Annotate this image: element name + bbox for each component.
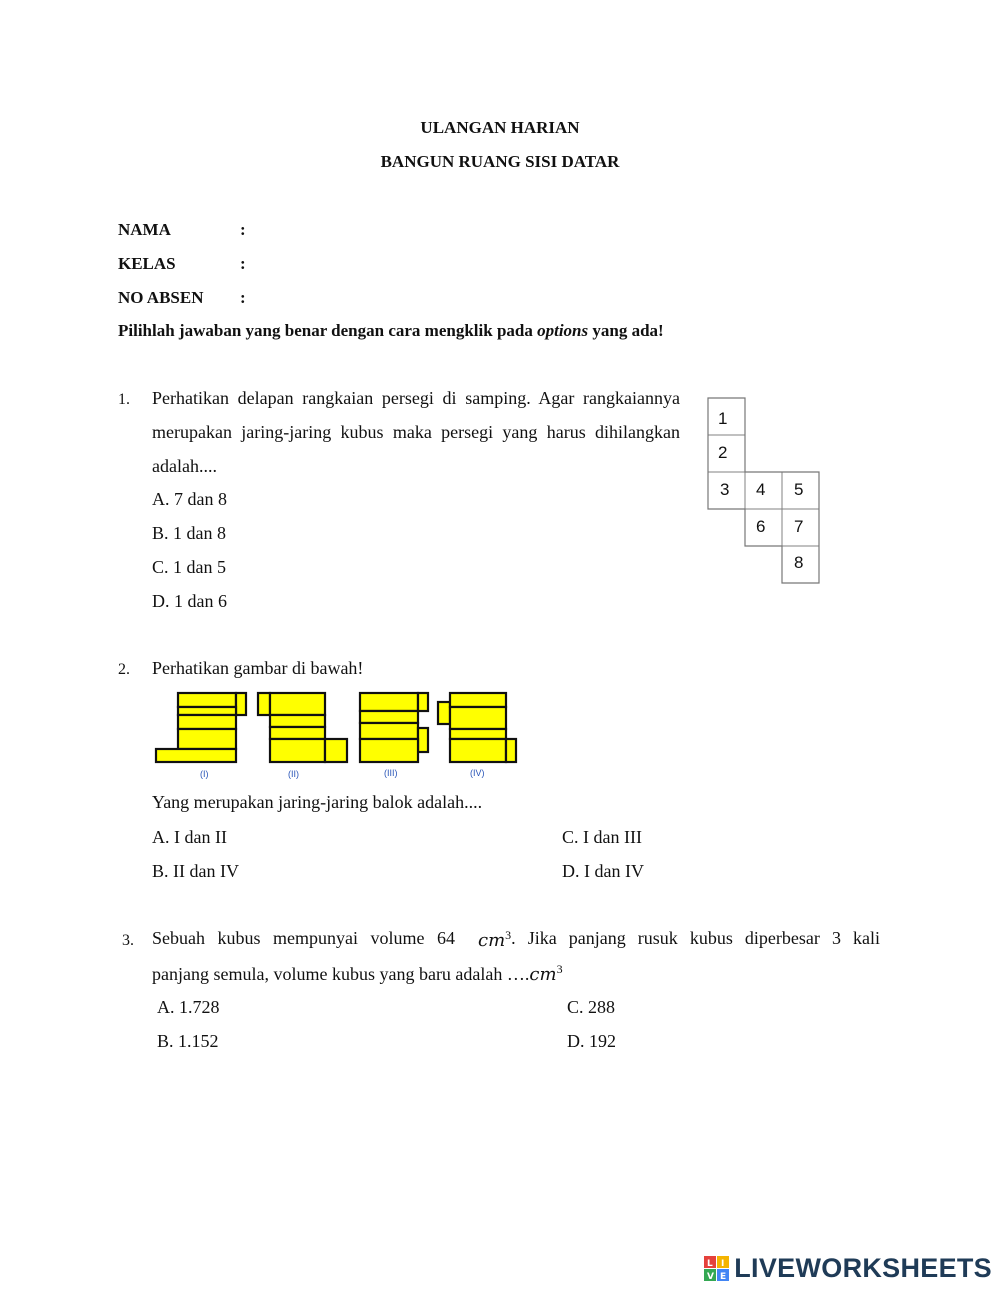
net-label-8: 8: [794, 553, 804, 572]
q2-number: 2.: [118, 661, 130, 678]
logo-letter-v: V: [707, 1271, 715, 1282]
liveworksheets-logo[interactable]: [704, 1254, 992, 1283]
q1-option-d[interactable]: D. 1 dan 6: [152, 591, 227, 611]
q3-exp: 3: [505, 928, 512, 942]
q3-option-a[interactable]: A. 1.728: [157, 997, 220, 1017]
q1-net-figure: [700, 390, 830, 590]
net-label-i: (I): [200, 769, 209, 779]
logo-text: LIVEWORKSHEETS: [734, 1253, 992, 1283]
net-iv: [438, 693, 516, 762]
instruction-after: yang ada!: [588, 321, 664, 340]
q2-option-c[interactable]: C. I dan III: [562, 827, 642, 847]
net-label-iv: (IV): [470, 768, 485, 778]
net-label-iii: (III): [384, 768, 398, 778]
q2-option-d[interactable]: D. I dan IV: [562, 861, 644, 881]
logo-letter-i: I: [721, 1258, 725, 1269]
q3-line1-a: Sebuah kubus mempunyai volume 64: [152, 928, 455, 948]
q3-unit-2: cm: [529, 964, 557, 985]
logo-icon: [704, 1256, 730, 1282]
q3-number: 3.: [122, 932, 134, 949]
q1-option-a[interactable]: A. 7 dan 8: [152, 489, 227, 509]
q3-line1: [152, 928, 880, 951]
q2-option-a[interactable]: A. I dan II: [152, 827, 227, 847]
class-label: KELAS: [118, 254, 176, 273]
page-subtitle: BANGUN RUANG SISI DATAR: [380, 152, 620, 171]
name-colon: :: [240, 220, 246, 239]
q1-text: Perhatikan delapan rangkaian persegi di samping. Agar rangkaiannya merupakan jaring-jaring kubus maka persegi yang harus dihilangkan adalah....: [152, 388, 680, 476]
name-label: NAMA: [118, 220, 171, 239]
q3-option-d[interactable]: D. 192: [567, 1031, 616, 1051]
q1-option-c[interactable]: C. 1 dan 5: [152, 557, 226, 577]
q2-option-b[interactable]: B. II dan IV: [152, 861, 239, 881]
net-label-1: 1: [718, 409, 728, 428]
net-iii: [360, 693, 428, 762]
net-i: [156, 693, 246, 762]
net-label-ii: (II): [288, 769, 299, 779]
net-ii: [258, 693, 347, 762]
absen-colon: :: [240, 288, 246, 307]
q3-exp-2: 3: [556, 962, 563, 976]
q2-prompt: Perhatikan gambar di bawah!: [152, 658, 364, 678]
net-label-3: 3: [720, 480, 730, 499]
q2-question: Yang merupakan jaring-jaring balok adalah....: [152, 792, 483, 812]
q3-line1-words: [152, 928, 462, 951]
q3-unit-wrap: [478, 928, 511, 951]
page-title: ULANGAN HARIAN: [420, 118, 580, 137]
instruction: [118, 321, 664, 341]
logo-letter-e: E: [720, 1271, 727, 1282]
net-label-6: 6: [756, 517, 766, 536]
net-label-7: 7: [794, 517, 804, 536]
q3-line2: [152, 962, 563, 985]
q3-line1-b: . Jika panjang rusuk kubus diperbesar 3 kali: [511, 928, 880, 948]
q3-line2-text: panjang semula, volume kubus yang baru adalah ….: [152, 964, 530, 984]
instruction-before: Pilihlah jawaban yang benar dengan cara mengklik pada: [118, 321, 538, 340]
class-colon: :: [240, 254, 246, 273]
q1-number: 1.: [118, 391, 130, 408]
net-label-2: 2: [718, 443, 728, 462]
logo-letter-l: L: [707, 1258, 714, 1269]
instruction-italic: options: [537, 321, 589, 340]
q1-option-b[interactable]: B. 1 dan 8: [152, 523, 226, 543]
net-label-5: 5: [794, 480, 804, 499]
q3-unit: cm: [478, 930, 506, 951]
q2-nets-figure: [150, 688, 530, 783]
absen-label: NO ABSEN: [118, 288, 204, 307]
q3-option-c[interactable]: C. 288: [567, 997, 616, 1017]
q3-option-b[interactable]: B. 1.152: [157, 1031, 219, 1051]
net-label-4: 4: [756, 480, 766, 499]
